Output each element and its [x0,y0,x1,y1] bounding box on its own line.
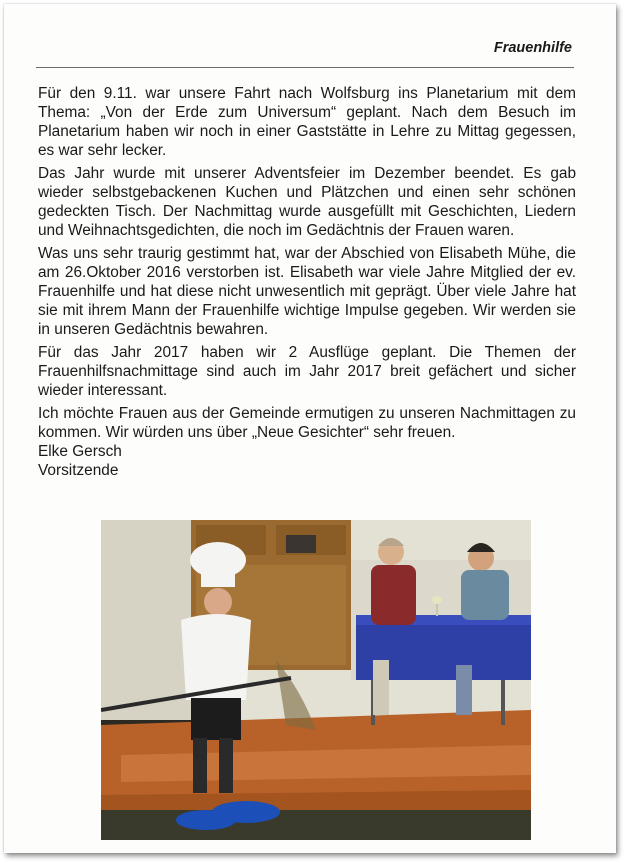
paragraph-ausfluege: Für das Jahr 2017 haben wir 2 Ausflüge geplant. Die Themen der Frauenhilfsnachmittage sind auch im Jahr 2017 breit gefächert und sicher wieder interessant. [38,344,576,399]
document-page [4,4,616,853]
section-title: Frauenhilfe [493,40,572,56]
signature-name: Elke Gersch [38,443,122,460]
photo-scene [101,520,531,840]
paragraph-adventsfeier: Das Jahr wurde mit unserer Adventsfeier im Dezember beendet. Es gab wieder selbstgebackenen Kuchen und Plätzchen und einen sehr schönen gedeckten Tisch. Der Nachmittag wurde ausgefüllt mit Geschichten, Liedern und Weihnachtsgedichten, die noch im Gedächtnis der Frauen waren. [38,165,576,239]
signature-role: Vorsitzende [38,462,119,479]
event-photo [101,520,531,840]
paragraph-abschied: Was uns sehr traurig gestimmt hat, war der Abschied von Elisabeth Mühe, die am 26.Oktober 2016 verstorben ist. Elisabeth war viele Jahre Mitglied der ev. Frauenhilfe und hat diese nicht unwesentlich mit geprägt. Über viele Jahre hat sie mit ihrem Mann der Frauenhilfe wichtige Impulse gegeben. Wir werden sie in unseren Gedächtnis bewahren. [38,245,576,338]
paragraph-einladung: Ich möchte Frauen aus der Gemeinde ermutigen zu unseren Nachmittagen zu kommen. Wir würden uns über „Neue Gesichter“ sehr freuen. [38,405,576,441]
paragraph-planetarium: Für den 9.11. war unsere Fahrt nach Wolfsburg ins Planetarium mit dem Thema: „Von der Erde zum Universum“ geplant. Nach dem Besuch im Planetarium haben wir noch in einer Gaststätte in Lehre zu Mittag gegessen, es war sehr lecker. [38,85,576,159]
article-body [38,84,576,480]
header-divider [36,67,574,68]
